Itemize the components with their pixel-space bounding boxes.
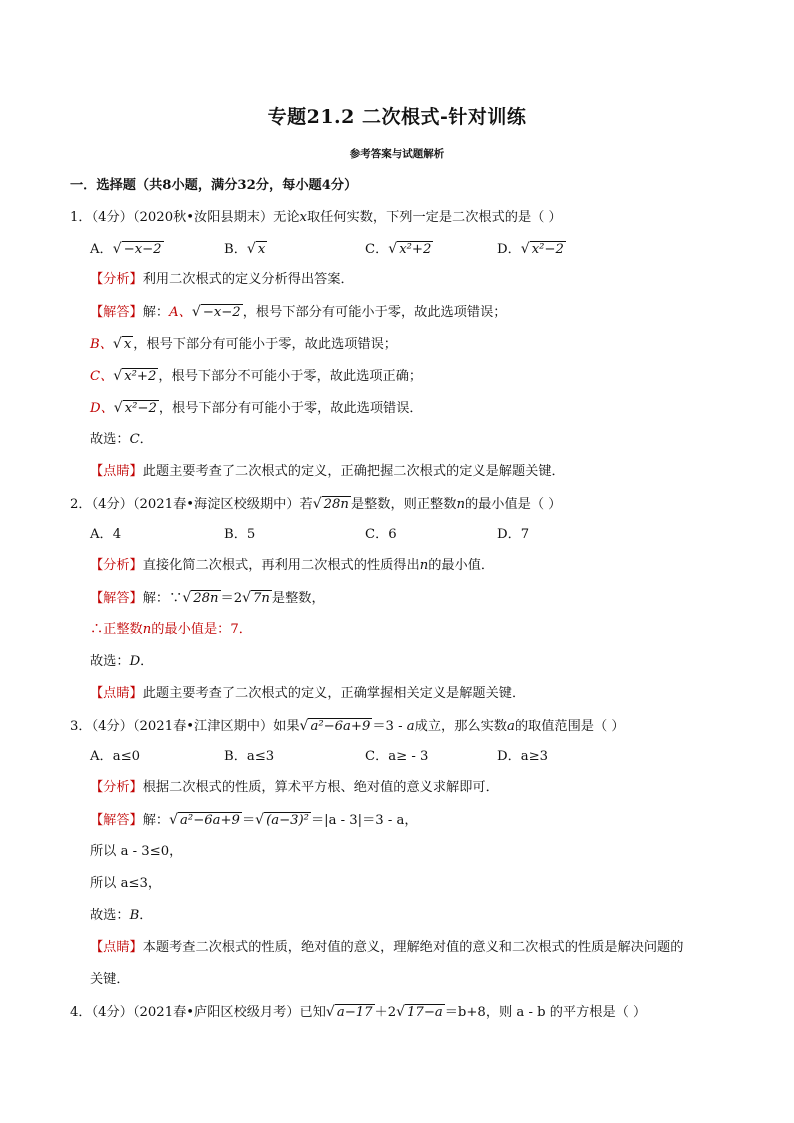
q1-option-d: D．√ x²−2: [497, 241, 564, 257]
q3-option-a: A．a≤0: [90, 749, 141, 764]
q2-option-a: A．4: [90, 527, 122, 542]
q1-solution-a: 【解答】解：A、√ −x−2 ，根号下部分有可能小于零，故此选项错误；: [90, 304, 507, 320]
q3-choice: 故选：B．: [90, 908, 153, 923]
q1-option-a: A．√ −x−2: [90, 241, 162, 257]
q1-option-c: C．√ x²+2: [365, 241, 432, 257]
q2-comment: 【点睛】此题主要考查了二次根式的定义，正确掌握相关定义是解题关键．: [90, 686, 526, 701]
q2-option-c: C．6: [365, 527, 397, 542]
q1-solution-d: D、√ x²−2 ，根号下部分有可能小于零，故此选项错误．: [90, 400, 423, 416]
q2-choice: 故选：D．: [90, 654, 154, 669]
q3-so2: 所以 a≤3，: [90, 876, 162, 891]
page-subtitle: 参考答案与试题解析: [349, 148, 445, 160]
q3-comment-cont: 关键．: [90, 972, 130, 987]
q3-option-b: B．a≤3: [224, 749, 275, 764]
q1-analysis: 【分析】利用二次根式的定义分析得出答案．: [90, 272, 354, 287]
q3-option-c: C．a≥ - 3: [365, 749, 429, 764]
q3-stem: 3．（4分）（2021春•江津区期中）如果√ a²−6a+9 ＝3 - a成立，那么实数a的取值范围是（ ）: [70, 718, 625, 734]
q2-option-d: D．7: [497, 527, 530, 542]
q2-therefore: ∴正整数n的最小值是：7．: [90, 622, 252, 637]
q3-so1: 所以 a - 3≤0，: [90, 844, 183, 859]
q2-solution: 【解答】解：∵√ 28n ＝2√ 7n 是整数，: [90, 590, 325, 606]
q2-analysis: 【分析】直接化简二次根式，再利用二次根式的性质得出n的最小值．: [90, 558, 495, 573]
page-title: 专题21.2 二次根式-针对训练: [267, 106, 527, 128]
q3-option-d: D．a≥3: [497, 749, 549, 764]
q1-option-b: B．√ x: [224, 241, 266, 257]
q1-stem: 1．（4分）（2020秋•汝阳县期末）无论x取任何实数，下列一定是二次根式的是（ ）: [70, 210, 562, 225]
q1-choice: 故选：C．: [90, 432, 153, 447]
q1-solution-c: C、√ x²+2 ，根号下部分不可能小于零，故此选项正确；: [90, 368, 423, 384]
q1-comment: 【点睛】此题主要考查了二次根式的定义，正确把握二次根式的定义是解题关键．: [90, 464, 565, 479]
q3-comment: 【点睛】本题考查二次根式的性质，绝对值的意义，理解绝对值的意义和二次根式的性质是解决问题的: [90, 940, 684, 955]
q2-option-b: B．5: [224, 527, 256, 542]
q1-solution-b: B、√ x ，根号下部分有可能小于零，故此选项错误；: [90, 336, 397, 352]
q2-stem: 2．（4分）（2021春•海淀区校级期中）若√ 28n 是整数，则正整数n的最小值是（ ）: [70, 496, 562, 512]
q3-solution: 【解答】解：√ a²−6a+9 ＝√ (a−3)² ＝|a - 3|＝3 - a，: [90, 812, 418, 828]
q4-stem: 4．（4分）（2021春•庐阳区校级月考）已知√ a−17 ＋2√ 17−a ＝b+8，则 a - b 的平方根是（ ）: [70, 1004, 647, 1020]
section-heading: 一．选择题（共8小题，满分32分，每小题4分）: [70, 178, 358, 193]
q3-analysis: 【分析】根据二次根式的性质，算术平方根、绝对值的意义求解即可．: [90, 780, 499, 795]
